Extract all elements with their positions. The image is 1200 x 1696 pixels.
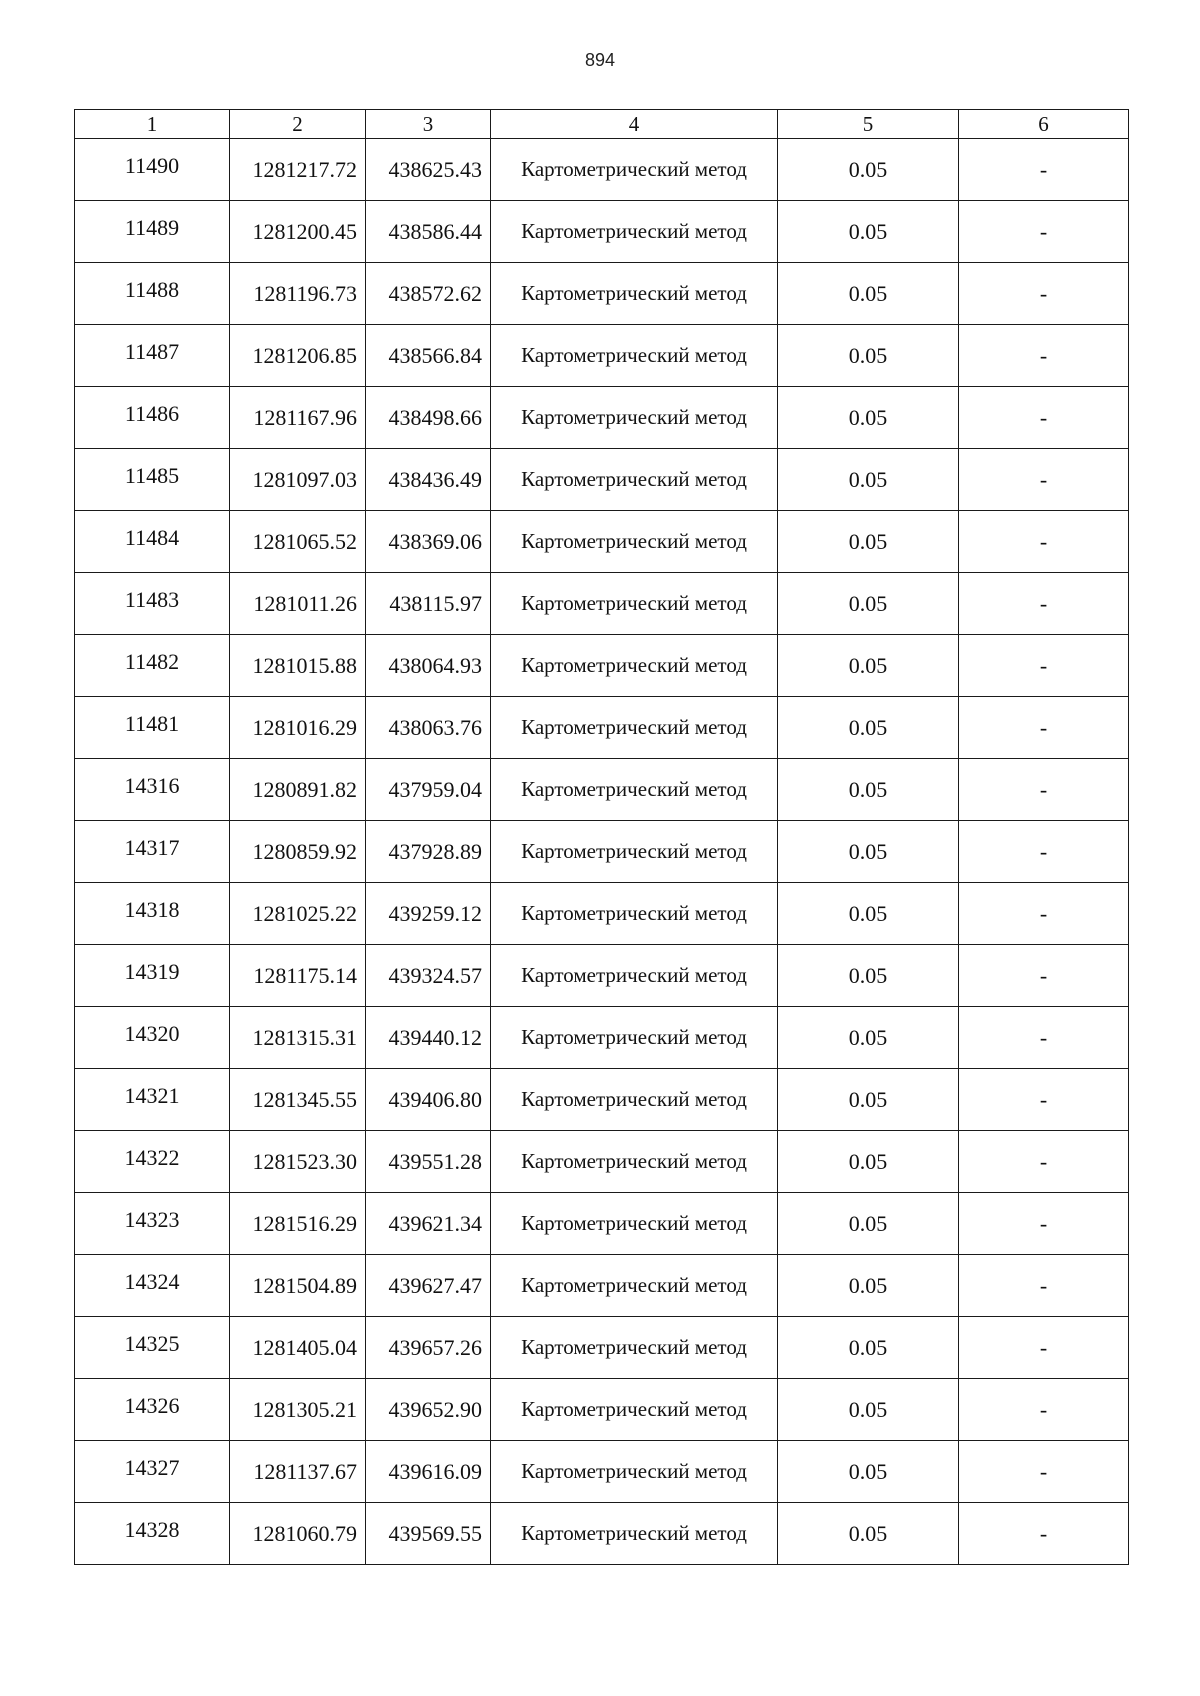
point-number-cell: 14324 <box>75 1255 230 1317</box>
note-cell: - <box>959 945 1129 1007</box>
column-header: 1 <box>75 110 230 139</box>
method-cell: Картометрический метод <box>491 573 778 635</box>
x-coordinate-cell: 1281025.22 <box>230 883 366 945</box>
note-cell: - <box>959 1317 1129 1379</box>
point-number-cell: 11486 <box>75 387 230 449</box>
precision-cell: 0.05 <box>778 139 959 201</box>
y-coordinate-cell: 438498.66 <box>366 387 491 449</box>
x-coordinate-cell: 1281011.26 <box>230 573 366 635</box>
table-row <box>75 1255 1129 1317</box>
x-coordinate-cell: 1281200.45 <box>230 201 366 263</box>
table-row <box>75 821 1129 883</box>
precision-cell: 0.05 <box>778 635 959 697</box>
y-coordinate-cell: 439657.26 <box>366 1317 491 1379</box>
point-number-cell: 14319 <box>75 945 230 1007</box>
table-row <box>75 1007 1129 1069</box>
method-cell: Картометрический метод <box>491 325 778 387</box>
y-coordinate-cell: 439551.28 <box>366 1131 491 1193</box>
precision-cell: 0.05 <box>778 1441 959 1503</box>
method-cell: Картометрический метод <box>491 1193 778 1255</box>
method-cell: Картометрический метод <box>491 1069 778 1131</box>
table-row <box>75 697 1129 759</box>
x-coordinate-cell: 1281315.31 <box>230 1007 366 1069</box>
method-cell: Картометрический метод <box>491 139 778 201</box>
note-cell: - <box>959 1131 1129 1193</box>
table-row <box>75 1379 1129 1441</box>
point-number-cell: 14328 <box>75 1503 230 1565</box>
y-coordinate-cell: 437928.89 <box>366 821 491 883</box>
y-coordinate-cell: 439616.09 <box>366 1441 491 1503</box>
x-coordinate-cell: 1281405.04 <box>230 1317 366 1379</box>
x-coordinate-cell: 1281217.72 <box>230 139 366 201</box>
point-number-cell: 14323 <box>75 1193 230 1255</box>
x-coordinate-cell: 1281345.55 <box>230 1069 366 1131</box>
y-coordinate-cell: 439569.55 <box>366 1503 491 1565</box>
note-cell: - <box>959 387 1129 449</box>
table-row <box>75 263 1129 325</box>
point-number-cell: 11489 <box>75 201 230 263</box>
point-number-cell: 14326 <box>75 1379 230 1441</box>
column-header: 3 <box>366 110 491 139</box>
precision-cell: 0.05 <box>778 1317 959 1379</box>
method-cell: Картометрический метод <box>491 821 778 883</box>
precision-cell: 0.05 <box>778 759 959 821</box>
point-number-cell: 14321 <box>75 1069 230 1131</box>
note-cell: - <box>959 635 1129 697</box>
precision-cell: 0.05 <box>778 697 959 759</box>
point-number-cell: 11485 <box>75 449 230 511</box>
y-coordinate-cell: 439621.34 <box>366 1193 491 1255</box>
y-coordinate-cell: 438369.06 <box>366 511 491 573</box>
method-cell: Картометрический метод <box>491 511 778 573</box>
note-cell: - <box>959 697 1129 759</box>
precision-cell: 0.05 <box>778 1503 959 1565</box>
precision-cell: 0.05 <box>778 1379 959 1441</box>
x-coordinate-cell: 1281175.14 <box>230 945 366 1007</box>
point-number-cell: 11481 <box>75 697 230 759</box>
precision-cell: 0.05 <box>778 511 959 573</box>
precision-cell: 0.05 <box>778 1007 959 1069</box>
precision-cell: 0.05 <box>778 325 959 387</box>
point-number-cell: 14316 <box>75 759 230 821</box>
table-row <box>75 1131 1129 1193</box>
x-coordinate-cell: 1281137.67 <box>230 1441 366 1503</box>
column-header: 5 <box>778 110 959 139</box>
table-row <box>75 945 1129 1007</box>
precision-cell: 0.05 <box>778 1255 959 1317</box>
note-cell: - <box>959 325 1129 387</box>
method-cell: Картометрический метод <box>491 449 778 511</box>
point-number-cell: 11482 <box>75 635 230 697</box>
precision-cell: 0.05 <box>778 945 959 1007</box>
y-coordinate-cell: 439406.80 <box>366 1069 491 1131</box>
point-number-cell: 14317 <box>75 821 230 883</box>
y-coordinate-cell: 438064.93 <box>366 635 491 697</box>
precision-cell: 0.05 <box>778 1193 959 1255</box>
point-number-cell: 11488 <box>75 263 230 325</box>
table-row <box>75 387 1129 449</box>
point-number-cell: 11483 <box>75 573 230 635</box>
column-header: 6 <box>959 110 1129 139</box>
precision-cell: 0.05 <box>778 387 959 449</box>
note-cell: - <box>959 449 1129 511</box>
coordinates-table <box>74 109 1129 1565</box>
method-cell: Картометрический метод <box>491 387 778 449</box>
table-row <box>75 201 1129 263</box>
method-cell: Картометрический метод <box>491 1131 778 1193</box>
x-coordinate-cell: 1281097.03 <box>230 449 366 511</box>
note-cell: - <box>959 1441 1129 1503</box>
table-row <box>75 1503 1129 1565</box>
y-coordinate-cell: 439259.12 <box>366 883 491 945</box>
x-coordinate-cell: 1281060.79 <box>230 1503 366 1565</box>
table-row <box>75 1069 1129 1131</box>
precision-cell: 0.05 <box>778 263 959 325</box>
method-cell: Картометрический метод <box>491 945 778 1007</box>
y-coordinate-cell: 438566.84 <box>366 325 491 387</box>
page-number: 894 <box>584 50 616 70</box>
method-cell: Картометрический метод <box>491 697 778 759</box>
x-coordinate-cell: 1281305.21 <box>230 1379 366 1441</box>
table-row <box>75 449 1129 511</box>
table-row <box>75 635 1129 697</box>
note-cell: - <box>959 1069 1129 1131</box>
table-row <box>75 1317 1129 1379</box>
x-coordinate-cell: 1281206.85 <box>230 325 366 387</box>
precision-cell: 0.05 <box>778 821 959 883</box>
y-coordinate-cell: 439440.12 <box>366 1007 491 1069</box>
table-body <box>75 139 1129 1565</box>
method-cell: Картометрический метод <box>491 1007 778 1069</box>
method-cell: Картометрический метод <box>491 883 778 945</box>
note-cell: - <box>959 883 1129 945</box>
y-coordinate-cell: 438572.62 <box>366 263 491 325</box>
x-coordinate-cell: 1281015.88 <box>230 635 366 697</box>
method-cell: Картометрический метод <box>491 1255 778 1317</box>
y-coordinate-cell: 438436.49 <box>366 449 491 511</box>
x-coordinate-cell: 1280891.82 <box>230 759 366 821</box>
note-cell: - <box>959 1007 1129 1069</box>
x-coordinate-cell: 1281016.29 <box>230 697 366 759</box>
point-number-cell: 11484 <box>75 511 230 573</box>
y-coordinate-cell: 439652.90 <box>366 1379 491 1441</box>
table-row <box>75 1193 1129 1255</box>
y-coordinate-cell: 437959.04 <box>366 759 491 821</box>
method-cell: Картометрический метод <box>491 1317 778 1379</box>
note-cell: - <box>959 139 1129 201</box>
method-cell: Картометрический метод <box>491 1503 778 1565</box>
x-coordinate-cell: 1281196.73 <box>230 263 366 325</box>
note-cell: - <box>959 201 1129 263</box>
table-row <box>75 139 1129 201</box>
note-cell: - <box>959 263 1129 325</box>
x-coordinate-cell: 1280859.92 <box>230 821 366 883</box>
note-cell: - <box>959 759 1129 821</box>
note-cell: - <box>959 1503 1129 1565</box>
precision-cell: 0.05 <box>778 573 959 635</box>
y-coordinate-cell: 439324.57 <box>366 945 491 1007</box>
point-number-cell: 14318 <box>75 883 230 945</box>
method-cell: Картометрический метод <box>491 263 778 325</box>
note-cell: - <box>959 821 1129 883</box>
method-cell: Картометрический метод <box>491 1379 778 1441</box>
point-number-cell: 14322 <box>75 1131 230 1193</box>
precision-cell: 0.05 <box>778 201 959 263</box>
point-number-cell: 14325 <box>75 1317 230 1379</box>
table-row <box>75 325 1129 387</box>
table-row <box>75 759 1129 821</box>
method-cell: Картометрический метод <box>491 201 778 263</box>
y-coordinate-cell: 439627.47 <box>366 1255 491 1317</box>
point-number-cell: 11487 <box>75 325 230 387</box>
note-cell: - <box>959 1193 1129 1255</box>
x-coordinate-cell: 1281504.89 <box>230 1255 366 1317</box>
point-number-cell: 14320 <box>75 1007 230 1069</box>
x-coordinate-cell: 1281516.29 <box>230 1193 366 1255</box>
y-coordinate-cell: 438063.76 <box>366 697 491 759</box>
precision-cell: 0.05 <box>778 449 959 511</box>
x-coordinate-cell: 1281523.30 <box>230 1131 366 1193</box>
point-number-cell: 11490 <box>75 139 230 201</box>
note-cell: - <box>959 1255 1129 1317</box>
note-cell: - <box>959 1379 1129 1441</box>
precision-cell: 0.05 <box>778 883 959 945</box>
method-cell: Картометрический метод <box>491 759 778 821</box>
y-coordinate-cell: 438115.97 <box>366 573 491 635</box>
point-number-cell: 14327 <box>75 1441 230 1503</box>
method-cell: Картометрический метод <box>491 1441 778 1503</box>
x-coordinate-cell: 1281167.96 <box>230 387 366 449</box>
table-row <box>75 1441 1129 1503</box>
y-coordinate-cell: 438586.44 <box>366 201 491 263</box>
column-header: 2 <box>230 110 366 139</box>
precision-cell: 0.05 <box>778 1131 959 1193</box>
y-coordinate-cell: 438625.43 <box>366 139 491 201</box>
table-row <box>75 573 1129 635</box>
method-cell: Картометрический метод <box>491 635 778 697</box>
column-header: 4 <box>491 110 778 139</box>
precision-cell: 0.05 <box>778 1069 959 1131</box>
x-coordinate-cell: 1281065.52 <box>230 511 366 573</box>
table-row <box>75 883 1129 945</box>
note-cell: - <box>959 573 1129 635</box>
table-row <box>75 511 1129 573</box>
note-cell: - <box>959 511 1129 573</box>
table-header-row <box>75 110 1129 139</box>
